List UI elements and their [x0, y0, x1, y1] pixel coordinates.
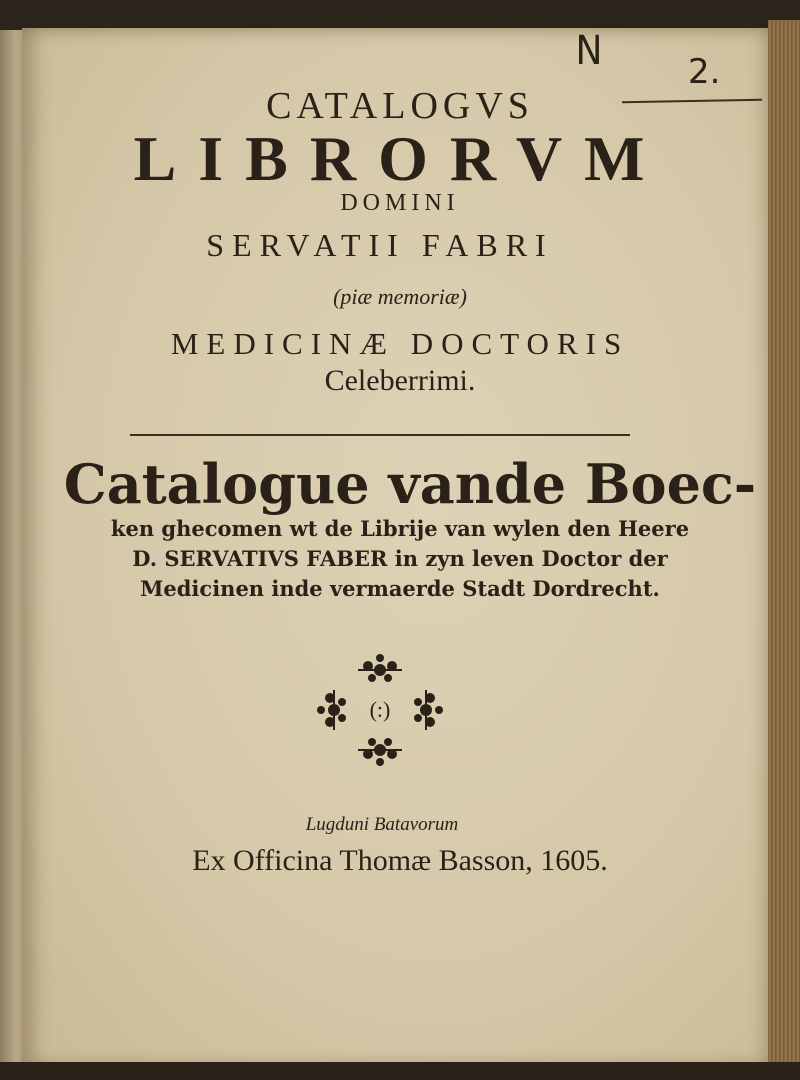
title-name: SERVATII FABRI — [206, 227, 554, 263]
divider-rule — [130, 434, 630, 436]
title-pie-memorie: (piæ memoriæ) — [333, 284, 467, 309]
bottom-edge — [0, 1062, 800, 1080]
imprint-printer: Ex Officina Thomæ Basson, 1605. — [192, 844, 608, 877]
title-librorum: LIBRORVM — [133, 123, 667, 194]
dutch-line-2: D. SERVATIVS FABER in zyn leven Doctor der — [132, 546, 668, 571]
dutch-line-3: Medicinen inde vermaerde Stadt Dordrecht. — [140, 576, 660, 601]
imprint-place: Lugduni Batavorum — [305, 814, 459, 835]
fleuron-ornament-icon — [310, 652, 450, 768]
handwritten-shelf-mark: N — [575, 28, 603, 74]
svg-text:(:): (:) — [369, 697, 391, 722]
title-celeberrimi: Celeberrimi. — [324, 364, 476, 397]
title-medicinae-doctoris: MEDICINÆ DOCTORIS — [170, 326, 630, 361]
handwritten-number: 2. — [688, 52, 721, 92]
dutch-line-1: ken ghecomen wt de Librije van wylen den Heere — [110, 516, 690, 541]
title-domini: DOMINI — [340, 190, 460, 216]
dutch-heading: Catalogue vande Boec- — [63, 452, 757, 516]
title-catalogus: CATALOGVS — [266, 85, 534, 127]
